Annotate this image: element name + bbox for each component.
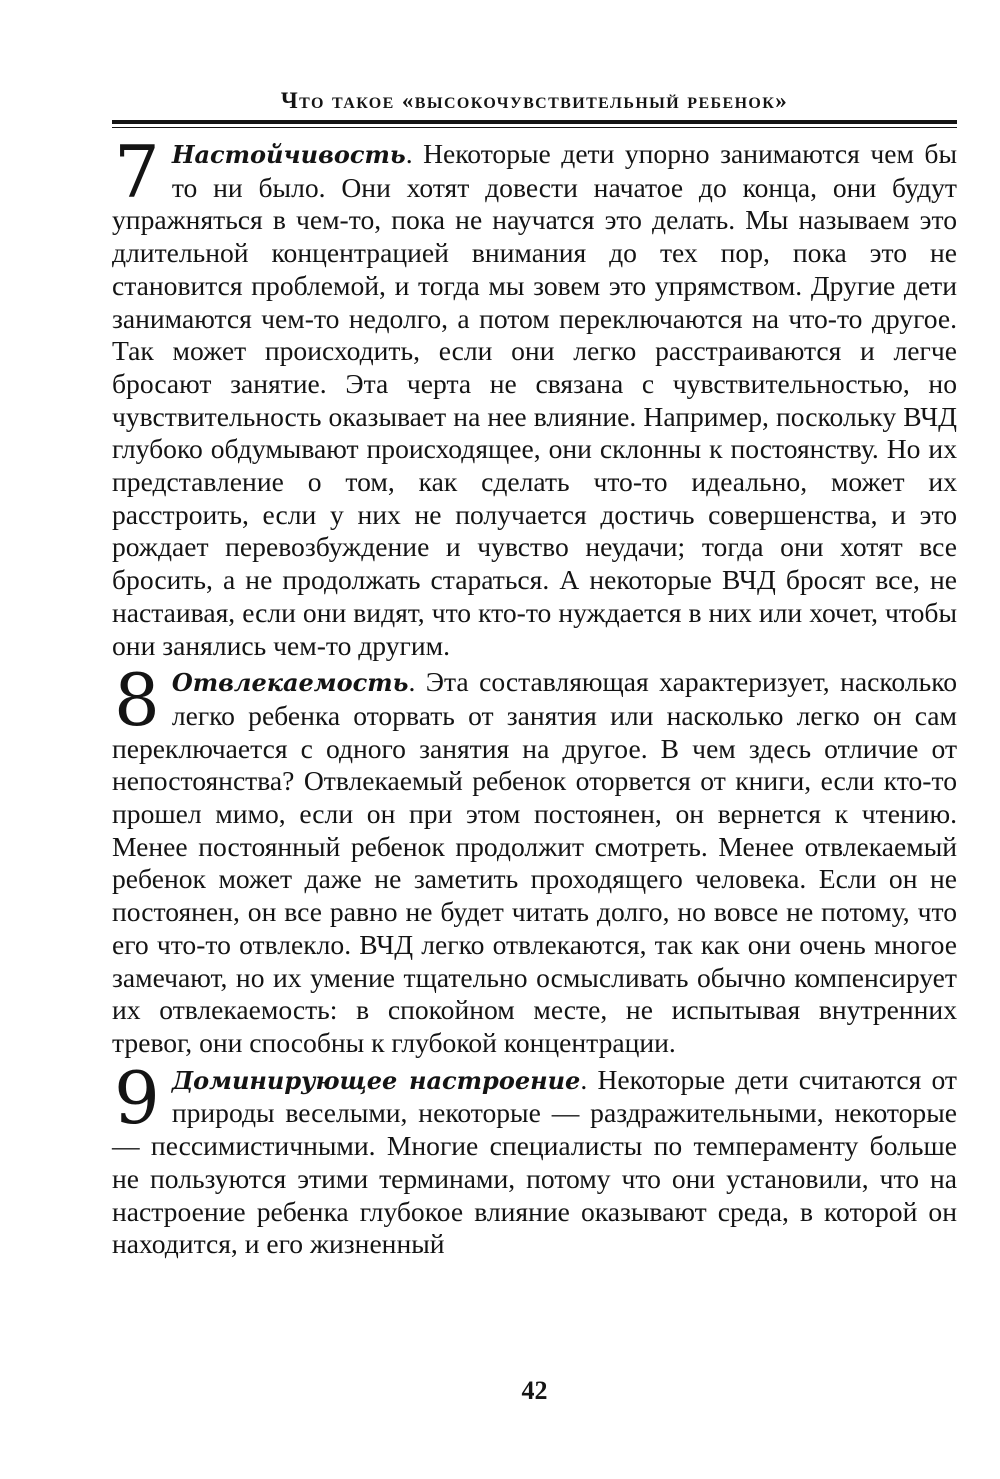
section-text: . Эта составляющая характеризует, насколько легко ребенка оторвать от занятия или насколько легко он сам переключается с одного занятия на другое. В чем здесь отличие от непостоянства? Отвлекаемый ребенок оторвется от книги, если кто-то прошел мимо, если он при этом постоянен, он вернется к чтению. Менее постоянный ребенок продолжит смотреть. Менее отвлекаемый ребенок может даже не заметить проходящего человека. Если он не постоянен, он все равно не будет читать долго, но вовсе не потому, что его что-то отвлекло. ВЧД легко отвлекаются, так как они очень многое замечают, но их умение тщательно осмысливать обычно компенсирует их отвлекаемость: в спокойном месте, не испытывая внутренних тревог, они способны к глубокой концентрации. xyxy=(112,666,957,1058)
section-number: 8 xyxy=(114,658,160,743)
section-term: Доминирующее настроение xyxy=(171,1065,581,1095)
section-number: 9 xyxy=(114,1055,160,1140)
section-text: . Некоторые дети считаются от природы веселыми, некоторые — раздражительными, некоторые — пессимистичными. Многие специалисты по темпераменту больше не пользуются этими терминами, потому что они установили, что на настроение ребенка глубокое влияние оказывают среда, в которой он находится, и его жизненный xyxy=(112,1063,957,1260)
header-rule-thick xyxy=(112,120,957,124)
section-9 xyxy=(112,1055,957,1261)
book-page xyxy=(112,78,957,1458)
running-header: Что такое «высокочувствительный ребенок» xyxy=(280,88,789,113)
section-text: . Некоторые дети упорно занимаются чем бы то ни было. Они хотят довести начатое до конца, они будут упражняться в чем-то, пока не научатся это делать. Мы называем это длительной концентрацией внимания до тех пор, пока это не становится проблемой, и тогда мы зовем это упрямством. Другие дети занимаются чем-то недолго, а потом переключаются на что-то другое. Так может происходить, если они легко расстраиваются и легче бросают занятие. Эта черта не связана с чувствительностью, но чувствительность оказывает на нее влияние. Например, поскольку ВЧД глубоко обдумывают происходящее, они склонны к постоянству. Но их представление о том, как сделать что-то идеально, может их расстроить, если у них не получается достичь совершенства, и это рождает перевозбуждение и чувство неудачи; тогда они хотят все бросить, а не продолжать стараться. А некоторые ВЧД бросят все, не настаивая, если они видят, что кто-то нуждается в них или хочет, чтобы они занялись чем-то другим. xyxy=(112,138,957,661)
page-number: 42 xyxy=(521,1376,548,1405)
section-term: Настойчивость xyxy=(171,140,406,169)
section-term: Отвлекаемость xyxy=(171,668,409,698)
header-rule-thin xyxy=(112,127,957,128)
section-number: 7 xyxy=(114,130,160,214)
body-text xyxy=(112,130,957,1261)
section-8 xyxy=(112,658,957,1059)
section-7 xyxy=(112,130,957,662)
